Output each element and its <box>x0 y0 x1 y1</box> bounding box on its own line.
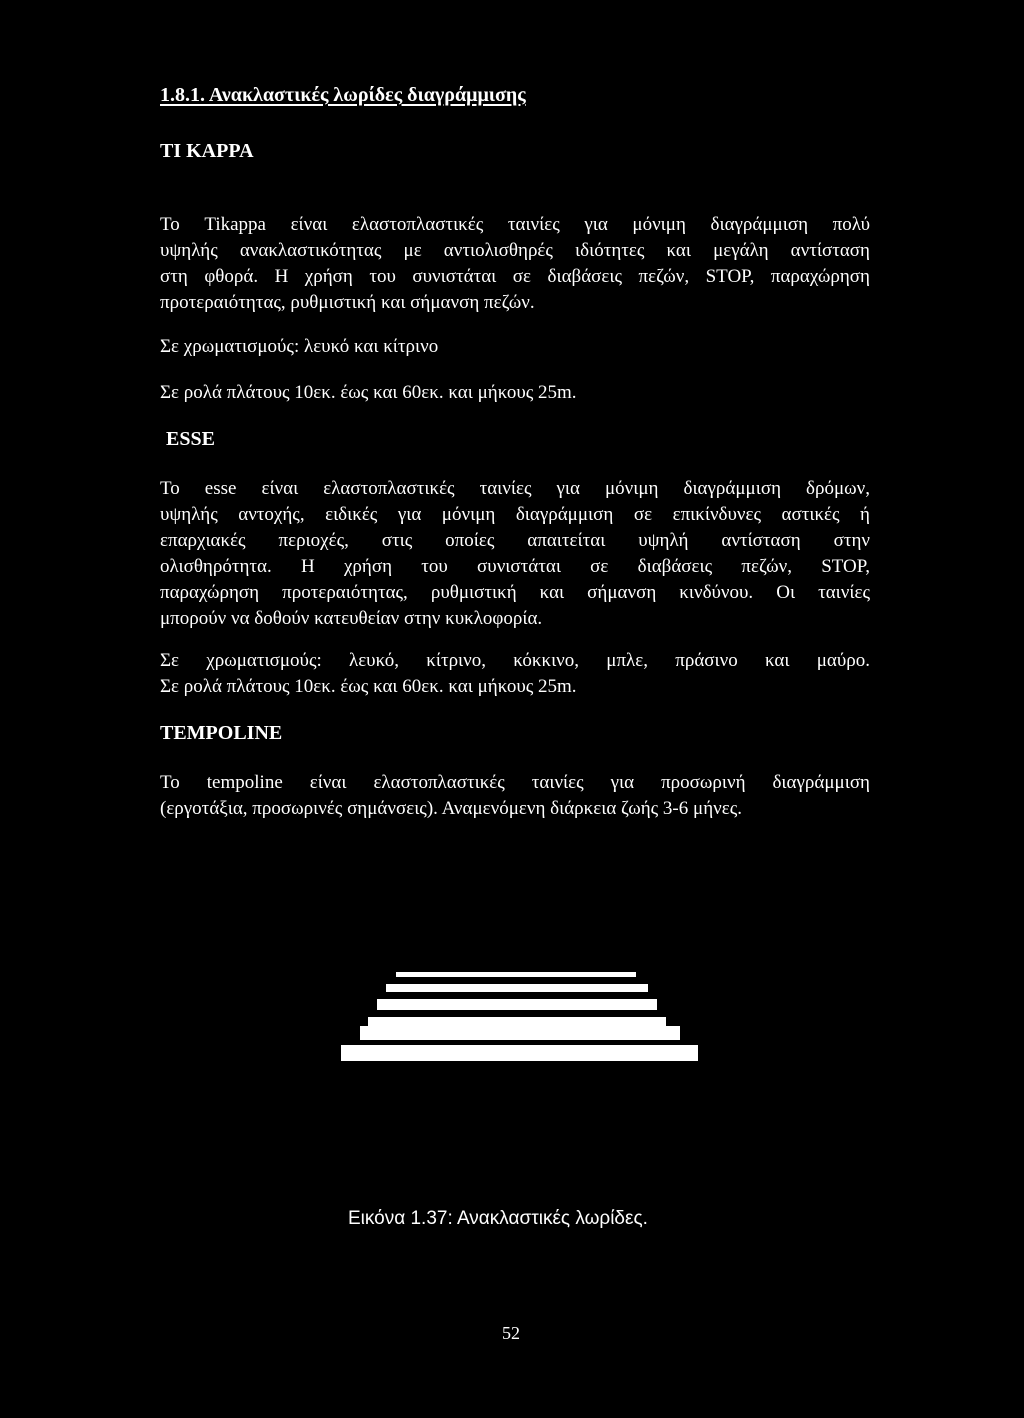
esse-specs <box>160 648 870 700</box>
paragraph-line: προτεραιότητας, ρυθμιστική και σήμανση πεζών. <box>160 292 535 313</box>
esse-paragraph <box>160 476 870 632</box>
stripe <box>341 1045 698 1061</box>
paragraph-line: Το esse είναι ελαστοπλαστικές ταινίες για μόνιμη διαγράμμιση δρόμων, <box>160 478 870 499</box>
section-title: 1.8.1. Ανακλαστικές λωρίδες διαγράμμισης <box>160 84 526 106</box>
stripe <box>360 1026 680 1040</box>
tikappa-heading: TI KAPPA <box>160 140 254 162</box>
paragraph-line: επαρχιακές περιοχές, στις οποίες απαιτείται υψηλή αντίσταση στην <box>160 530 870 551</box>
stripe <box>396 972 636 977</box>
paragraph-line: Το Tikappa είναι ελαστοπλαστικές ταινίες για μόνιμη διαγράμμιση πολύ <box>160 214 870 235</box>
paragraph-line: Το tempoline είναι ελαστοπλαστικές ταινίες για προσωρινή διαγράμμιση <box>160 772 870 793</box>
esse-heading: ESSE <box>166 428 215 450</box>
paragraph-line: μπορούν να δοθούν κατευθείαν στην κυκλοφορία. <box>160 608 543 629</box>
stripe <box>386 984 648 992</box>
paragraph-line: παραχώρηση προτεραιότητας, ρυθμιστική και σήμανση κινδύνου. Οι ταινίες <box>160 582 870 603</box>
page-number: 52 <box>502 1323 520 1343</box>
esse-sizes: Σε ρολά πλάτους 10εκ. έως και 60εκ. και μήκους 25m. <box>160 676 577 697</box>
figure-caption: Εικόνα 1.37: Ανακλαστικές λωρίδες. <box>348 1208 648 1229</box>
paragraph-line: υψηλής αντοχής, ειδικές για μόνιμη διαγράμμιση σε επικίνδυνες αστικές ή <box>160 504 870 525</box>
tikappa-sizes: Σε ρολά πλάτους 10εκ. έως και 60εκ. και μήκους 25m. <box>160 382 577 403</box>
tempoline-paragraph <box>160 770 870 822</box>
paragraph-line: ολισθηρότητα. Η χρήση του συνιστάται σε διαβάσεις πεζών, STOP, <box>160 556 870 577</box>
paragraph-line: υψηλής ανακλαστικότητας με αντιολισθηρές ιδιότητες και μεγάλη αντίσταση <box>160 240 870 261</box>
paragraph-line: (εργοτάξια, προσωρινές σημάνσεις). Αναμενόμενη διάρκεια ζωής 3-6 μήνες. <box>160 798 742 819</box>
esse-colors: Σε χρωματισμούς: λευκό, κίτρινο, κόκκινο, μπλε, πράσινο και μαύρο. <box>160 650 870 671</box>
tikappa-colors: Σε χρωματισμούς: λευκό και κίτρινο <box>160 336 439 357</box>
tempoline-heading: TEMPOLINE <box>160 722 283 744</box>
tikappa-paragraph <box>160 212 870 316</box>
paragraph-line: στη φθορά. Η χρήση του συνιστάται σε διαβάσεις πεζών, STOP, παραχώρηση <box>160 266 870 287</box>
stripe <box>377 999 657 1010</box>
